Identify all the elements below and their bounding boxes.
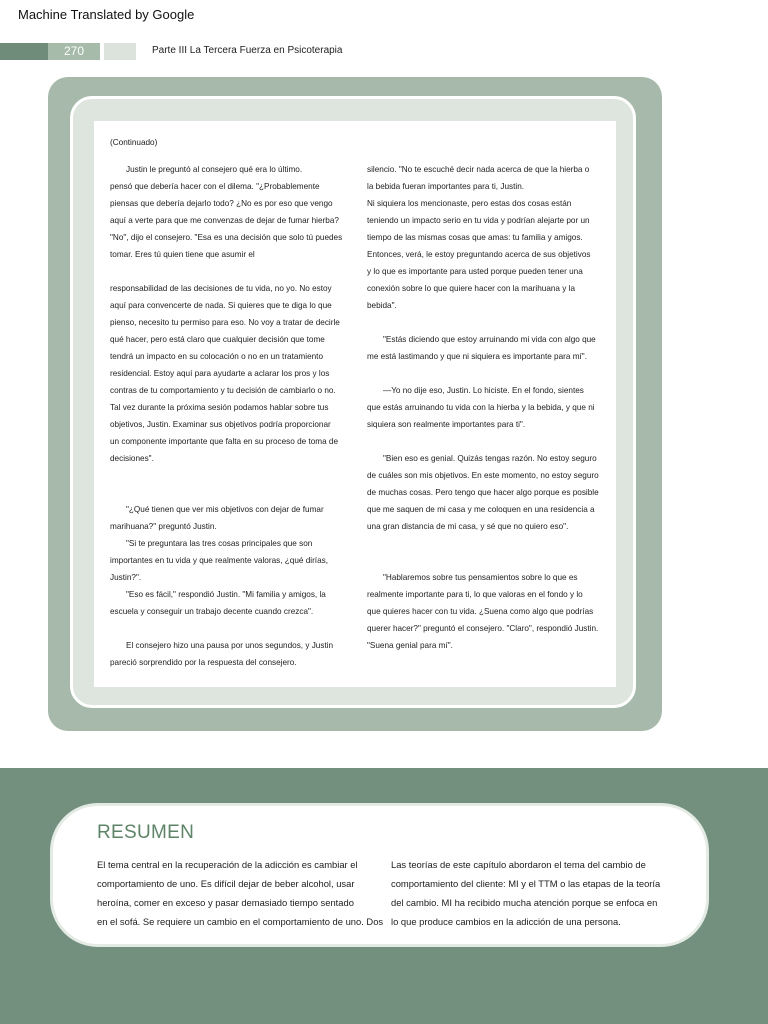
text-line: teniendo un impacto serio en tu vida y podrían alejarte por un	[367, 216, 590, 225]
text-line	[367, 365, 607, 382]
text-line: tomar. Eres tú quien tiene que asumir el	[110, 250, 255, 259]
text-line: Justin le preguntó al consejero qué era lo último.	[126, 165, 303, 174]
text-line	[110, 620, 350, 637]
text-line: aquí para convencerte de nada. Si quieres que te diga lo que	[110, 301, 332, 310]
text-line: que estás arruinando tu vida con la hierba y la bebida, y que ni	[367, 403, 595, 412]
text-line: pareció sorprendido por la respuesta del consejero.	[110, 658, 297, 667]
text-line: la bebida fueran importantes para ti, Justin.	[367, 182, 525, 191]
text-line: que quieres hacer con tu vida. ¿Suena como algo que podrías	[367, 607, 594, 616]
text-line: comportamiento del cliente: MI y el TTM o las etapas de la teoría	[391, 878, 661, 889]
continued-label: (Continuado)	[110, 138, 158, 147]
text-line: El consejero hizo una pausa por unos segundos, y Justin	[126, 641, 334, 650]
text-line: marihuana?" preguntó Justin.	[110, 522, 217, 531]
text-line: de muchas cosas. Pero tengo que hacer algo porque es posible	[367, 488, 599, 497]
text-line: Las teorías de este capítulo abordaron el tema del cambio de	[391, 859, 646, 870]
text-line: y lo que es importante para usted porque pueden tener una	[367, 267, 583, 276]
text-line: "Hablaremos sobre tus pensamientos sobre lo que es	[383, 573, 578, 582]
text-line: "Eso es fácil," respondió Justin. "Mi familia y amigos, la	[126, 590, 326, 599]
text-line: "No", dijo el consejero. "Esa es una decisión que solo tú puedes	[110, 233, 343, 242]
text-line: lo que produce cambios en la adicción de una persona.	[391, 916, 621, 927]
text-line	[110, 484, 350, 501]
text-line: silencio. "No te escuché decir nada acerca de que la hierba o	[367, 165, 590, 174]
text-line: El tema central en la recuperación de la adicción es cambiar el	[97, 859, 358, 870]
text-line	[367, 314, 607, 331]
text-line: siquiera son realmente importantes para ti".	[367, 420, 526, 429]
text-line: "¿Qué tienen que ver mis objetivos con dejar de fumar	[126, 505, 324, 514]
case-right-column	[367, 161, 607, 654]
text-line: de cuáles son mis objetivos. En este momento, no estoy seguro	[367, 471, 599, 480]
text-line: Tal vez durante la próxima sesión podamos hablar sobre tus	[110, 403, 329, 412]
text-line: tendrá un impacto en su colocación o no en un tratamiento	[110, 352, 324, 361]
text-line: piensas que debería dejarlo todo? ¿No es por eso que vengo	[110, 199, 333, 208]
text-line: qué hacer, pero está claro que cualquier decisión que tome	[110, 335, 325, 344]
text-line: responsabilidad de las decisiones de tu vida, no yo. No estoy	[110, 284, 332, 293]
summary-right-column	[391, 855, 681, 931]
text-line: "Suena genial para mí".	[367, 641, 453, 650]
text-line: —Yo no dije eso, Justin. Lo hiciste. En el fondo, sientes	[383, 386, 584, 395]
text-line	[110, 263, 350, 280]
text-line: residencial. Estoy aquí para ayudarte a aclarar los pros y los	[110, 369, 330, 378]
text-line: bebida".	[367, 301, 397, 310]
case-left-column	[110, 161, 350, 671]
text-line: decisiones".	[110, 454, 154, 463]
text-line: realmente importante para ti, lo que valoras en el fondo y lo	[367, 590, 583, 599]
text-line: "Si te preguntara las tres cosas principales que son	[126, 539, 313, 548]
text-line	[367, 535, 607, 552]
machine-translated-banner: Machine Translated by Google	[18, 7, 195, 22]
text-line: "Estás diciendo que estoy arruinando mi vida con algo que	[383, 335, 596, 344]
text-line: Entonces, verá, le estoy preguntando acerca de sus objetivos	[367, 250, 591, 259]
text-line: Ni siquiera los mencionaste, pero estas dos cosas están	[367, 199, 572, 208]
text-line: heroína, comer en exceso y pasar demasiado tiempo sentado	[97, 897, 354, 908]
running-title: Parte III La Tercera Fuerza en Psicoterapia	[152, 45, 343, 56]
text-line: aquí a verte para que me convenzas de dejar de fumar hierba?	[110, 216, 339, 225]
text-line: en el sofá. Se requiere un cambio en el comportamiento de uno. Dos	[97, 916, 384, 927]
text-line: pensó que debería hacer con el dilema. "¿Probablemente	[110, 182, 320, 191]
text-line: objetivos, Justin. Examinar sus objetivos podría proporcionar	[110, 420, 331, 429]
header-accent-bar-light	[104, 43, 136, 60]
text-line	[110, 467, 350, 484]
text-line: escuela y conseguir un trabajo decente cuando crezca".	[110, 607, 314, 616]
text-line: me está lastimando y que ni siquiera es importante para mí".	[367, 352, 587, 361]
summary-left-column	[97, 855, 387, 931]
summary-title: RESUMEN	[97, 822, 195, 843]
page-number: 270	[48, 43, 100, 60]
text-line: Justin?".	[110, 573, 142, 582]
text-line: contras de tu comportamiento y tu decisión de cambiarlo o no.	[110, 386, 336, 395]
text-line	[367, 552, 607, 569]
text-line: una gran distancia de mi casa, y sé que no quiero eso".	[367, 522, 569, 531]
text-line: tiempo de las mismas cosas que amas: tu familia y amigos.	[367, 233, 583, 242]
header-accent-bar	[0, 43, 48, 60]
text-line: conexión sobre lo que quiere hacer con la marihuana y la	[367, 284, 576, 293]
text-line: un componente importante que falta en su proceso de toma de	[110, 437, 339, 446]
text-line: pienso, necesito tu permiso para eso. No voy a tratar de decirle	[110, 318, 340, 327]
text-line: "Bien eso es genial. Quizás tengas razón. No estoy seguro	[383, 454, 597, 463]
text-line: importantes en tu vida y que realmente valoras, ¿qué dirías,	[110, 556, 328, 565]
text-line: comportamiento de uno. Es difícil dejar de beber alcohol, usar	[97, 878, 355, 889]
text-line: del cambio. MI ha recibido mucha atención porque se enfoca en	[391, 897, 658, 908]
text-line	[367, 433, 607, 450]
case-box	[94, 121, 616, 687]
text-line: que me saquen de mi casa y me coloquen en una residencia a	[367, 505, 595, 514]
text-line: querer hacer?" preguntó el consejero. "Claro", respondió Justin.	[367, 624, 599, 633]
